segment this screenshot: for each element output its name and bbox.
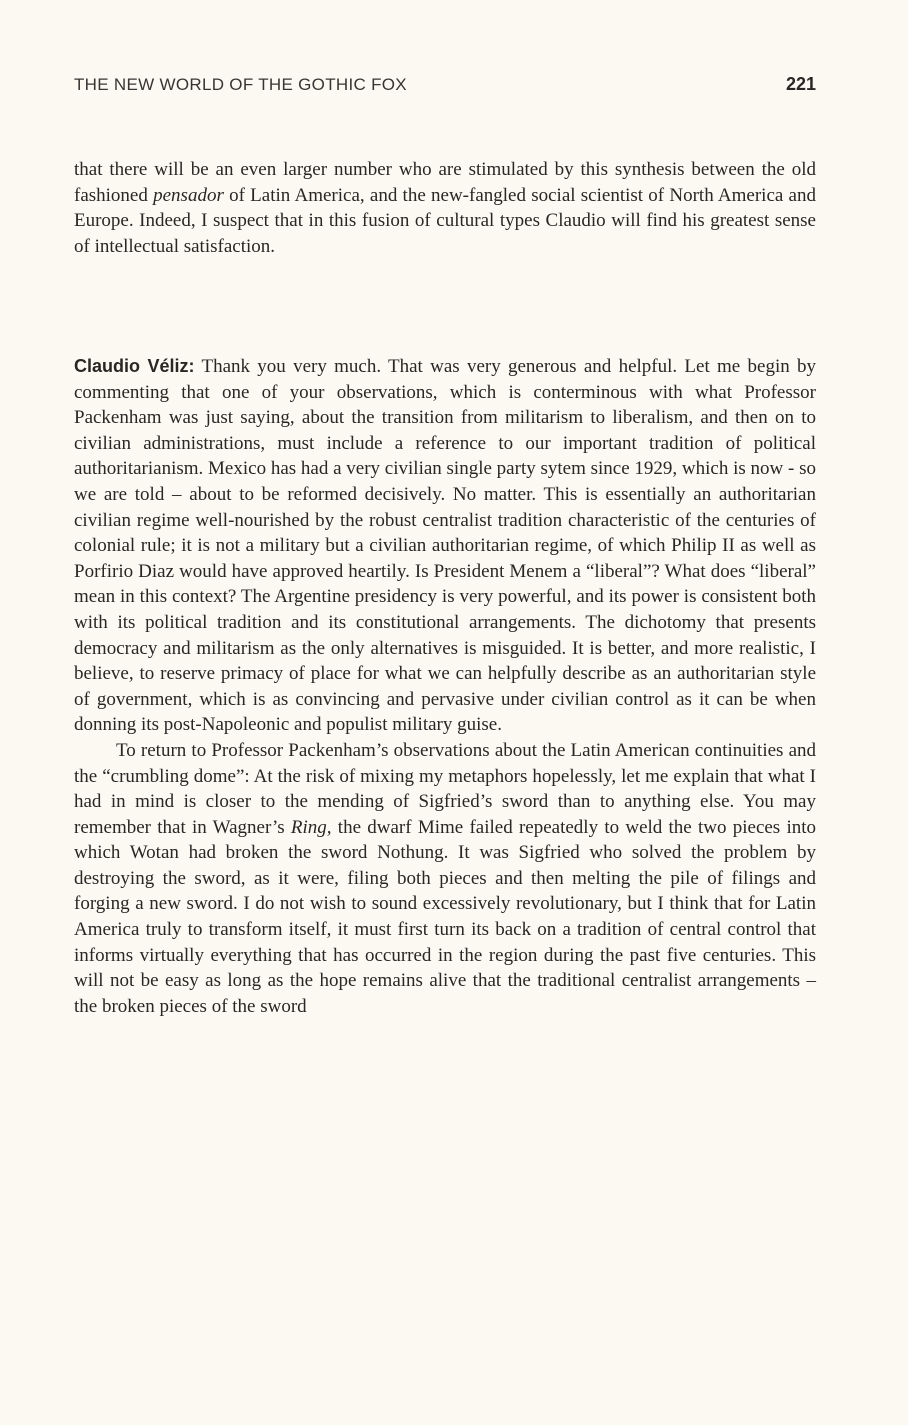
running-title: THE NEW WORLD OF THE GOTHIC FOX: [74, 75, 407, 94]
page-number: 221: [785, 74, 816, 94]
italic-term-pensador: pensador: [153, 184, 224, 206]
paragraph-3: [74, 738, 816, 1020]
speaker-name: Claudio Véliz:: [74, 356, 195, 376]
paragraph-1: [74, 157, 816, 259]
paragraph-3-text-b: the dwarf Mime failed repeatedly to weld the two pieces into which Wotan had broken the sword Nothung. It was Sigfried who solved the problem by destroying the sword, as it were, filing both pieces and then melting the pile of filings and forging a new sword. I do not wish to sound excessively revolutionary, but I think that for Latin America truly to transform itself, it must first turn its back on a tradition of central control that informs virtually everything that has occurred in the region during the past five centuries. This will not be easy as long as the hope remains alive that the traditional centralist arrangements – the broken pieces of the sword: [74, 816, 817, 1017]
paragraph-2-text: Thank you very much. That was very generous and helpful. Let me begin by commenting that one of your observations, which is conterminous with what Professor Packenham was just saying, about the transition from militarism to liberalism, and then on to civilian administrations, must include a reference to our important tradition of political authoritarianism. Mexico has had a very civilian single party sytem since 1929, which is now - so we are told – about to be reformed decisively. No matter. This is essentially an authoritarian civilian regime well-nourished by the robust centralist tradition characteristic of the centuries of colonial rule; it is not a military but a civilian authoritarian regime, of which Philip II as well as Porfirio Diaz would have approved heartily. Is President Menem a “liberal”? What does “liberal” mean in this context? The Argentine presidency is very powerful, and its power is consistent both with its political tradition and its constitutional arrangements. The dichotomy that presents democracy and militarism as the only alternatives is misguided. It is better, and more realistic, I believe, to reserve primacy of place for what we can helpfully describe as an authoritarian style of government, which is as convincing and pervasive under civilian control as it can be when donning its post-Napoleonic and populist military guise.: [74, 356, 817, 736]
italic-title-ring: Ring,: [290, 816, 332, 838]
running-header: [74, 74, 816, 95]
response-block: [74, 354, 816, 1019]
paragraph-1-text-a: that there will be an even larger number who are stimulated by this synthesis between the old fashioned: [74, 159, 816, 206]
paragraph-1-text-b: of Latin America, and the new-fangled social scientist of North America and Europe. Indeed, I suspect that in this fusion of cultural types Claudio will find his greatest sense of intellectual satisfaction.: [74, 184, 816, 257]
paragraph-3-text-a: To return to Professor Packenham’s observations about the Latin American continuities and the “crumbling dome”: At the risk of mixing my metaphors hopelessly, let me explain that what I had in mind is closer to the mending of Sigfried’s sword than to anything else. You may remember that in Wagner’s: [74, 739, 816, 838]
paragraph-2: [74, 354, 816, 738]
paragraph-continuation: [74, 157, 816, 259]
